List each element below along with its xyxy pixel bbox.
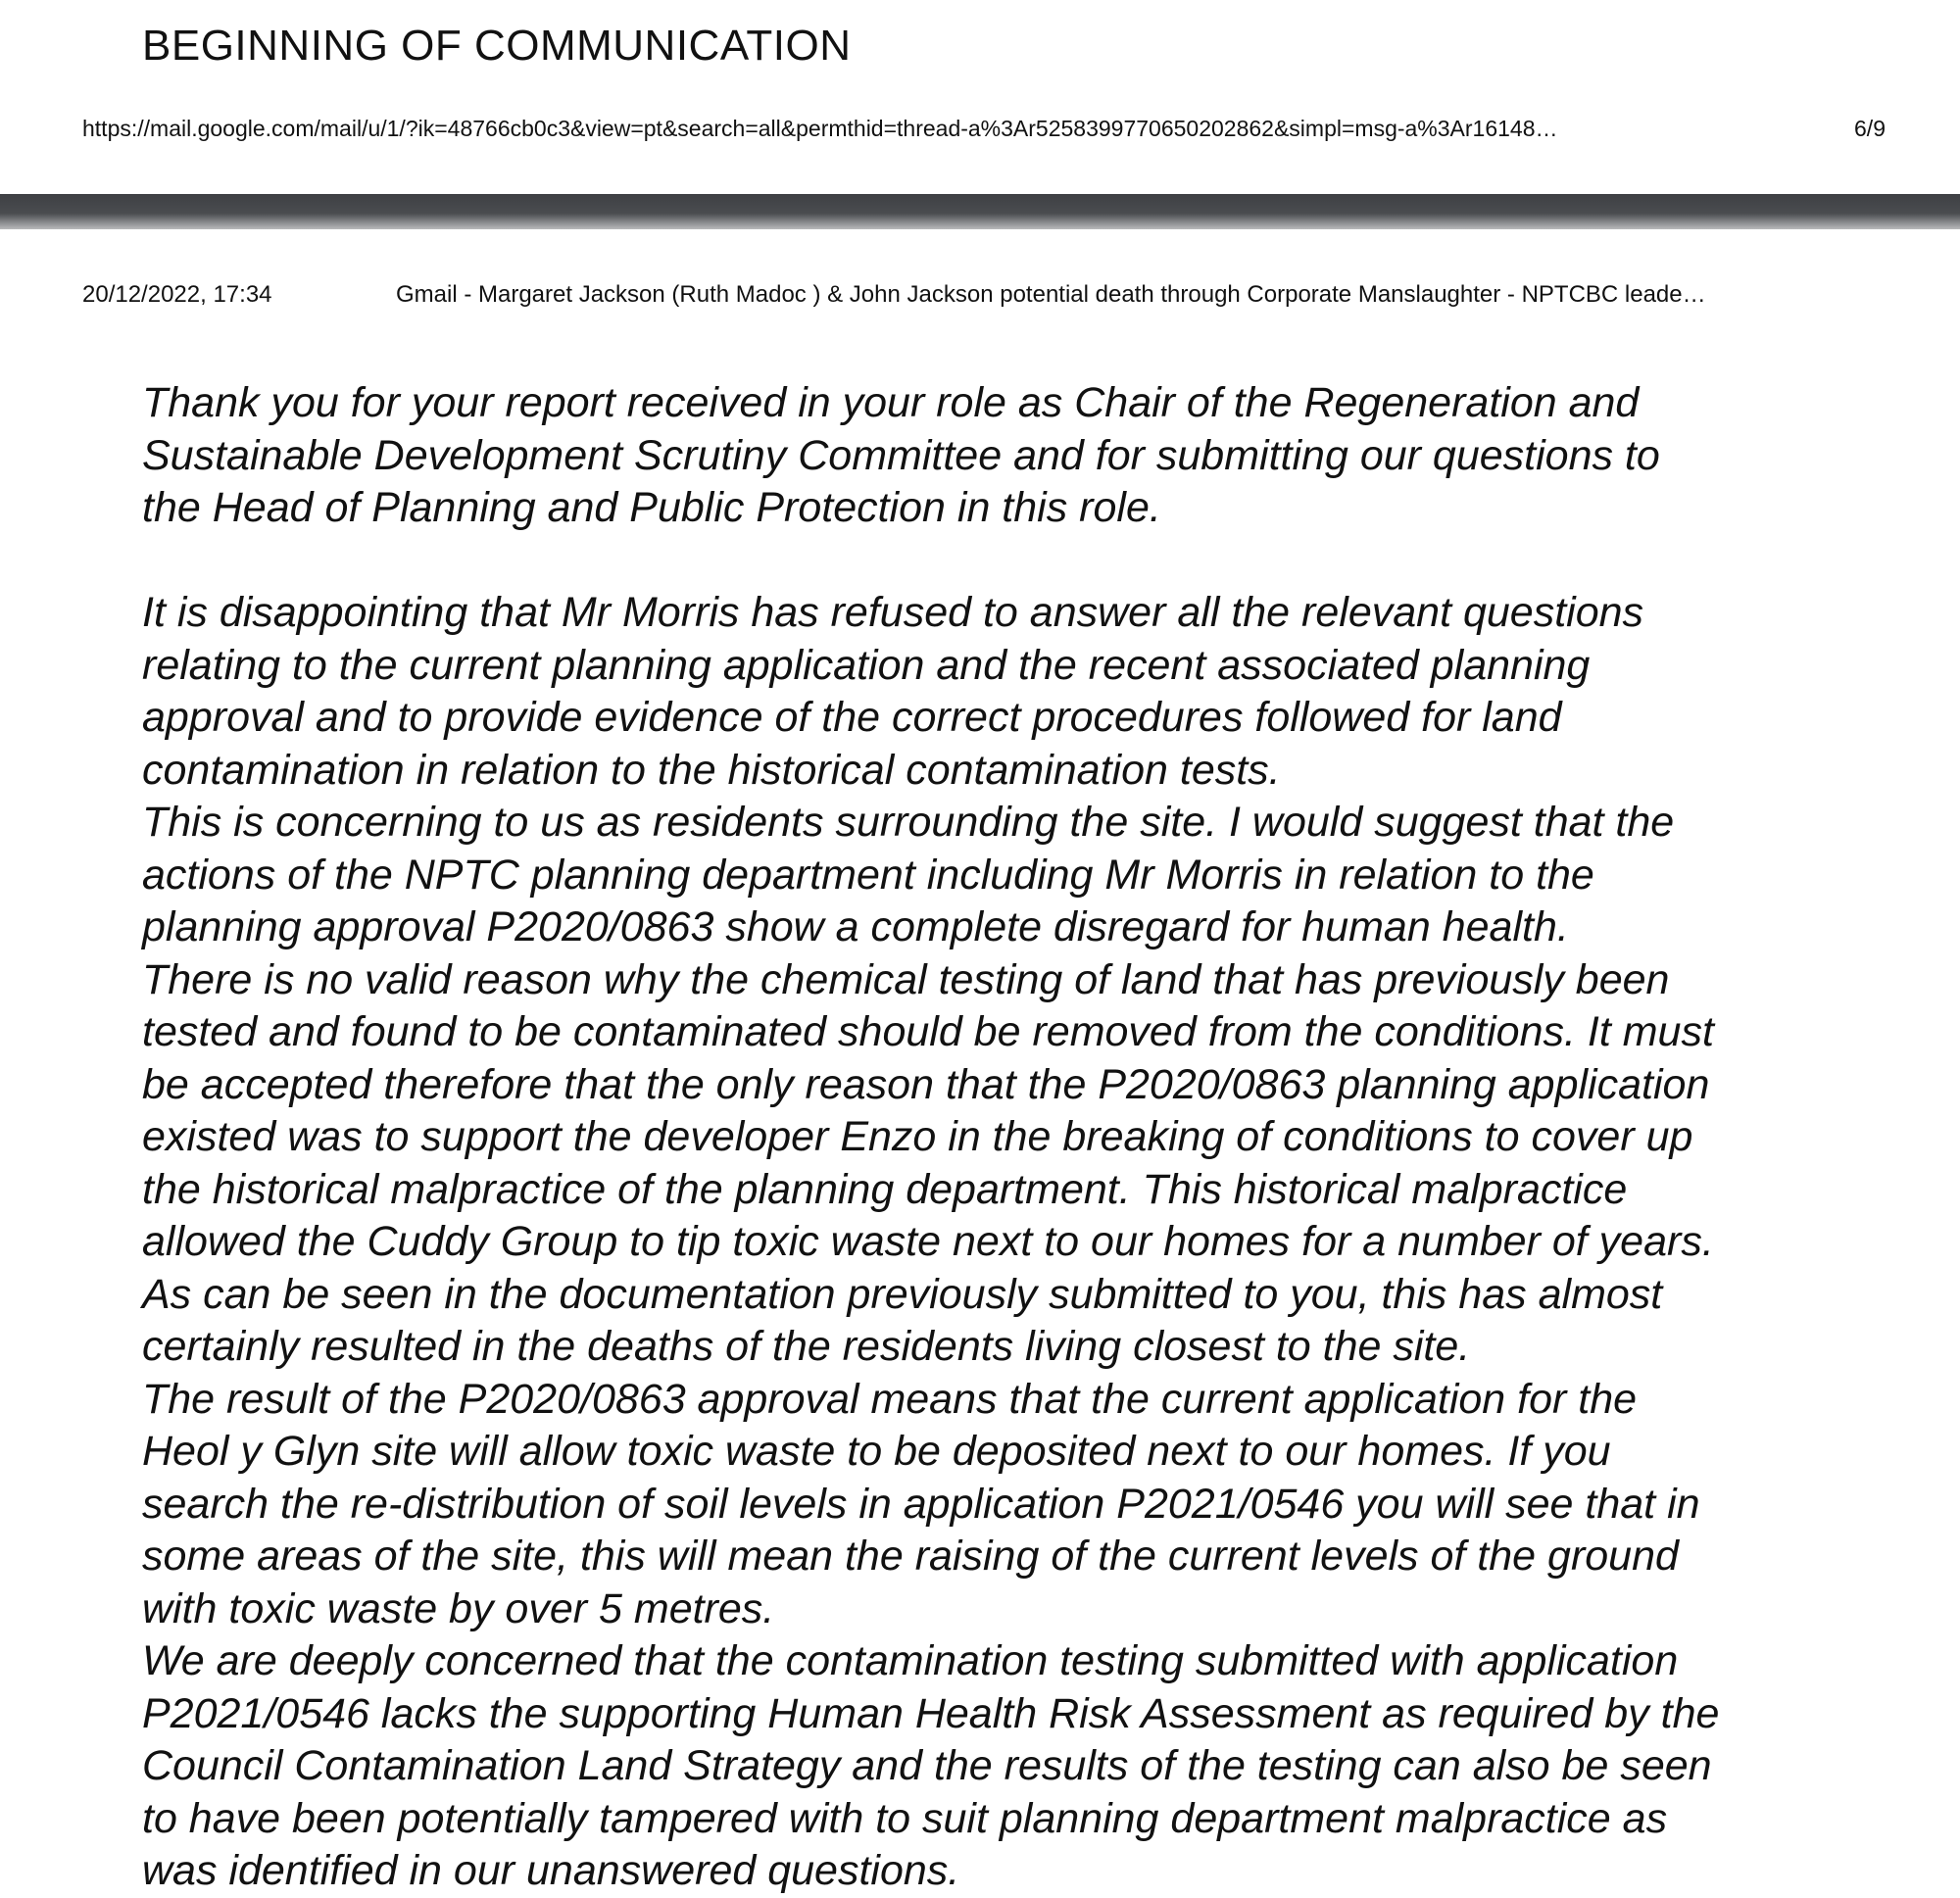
print-timestamp: 20/12/2022, 17:34 [82,281,272,308]
body-line: The result of the P2020/0863 approval means that the current application for the [142,1375,1638,1423]
body-line: approval and to provide evidence of the correct procedures followed for land [142,694,1562,741]
body-line: It is disappointing that Mr Morris has refused to answer all the relevant questions [142,589,1644,636]
paragraph-spacer [142,535,1926,588]
body-line: P2021/0546 lacks the supporting Human Health Risk Assessment as required by the [142,1689,1720,1737]
body-line: Council Contamination Land Strategy and the results of the testing can also be seen [142,1742,1712,1789]
body-line: This is concerning to us as residents surrounding the site. I would suggest that the [142,799,1675,846]
body-line: was identified in our unanswered questions. [142,1847,960,1894]
page-divider [0,194,1960,229]
body-line: search the re-distribution of soil levels in application P2021/0546 you will see that in [142,1480,1700,1528]
body-line: certainly resulted in the deaths of the residents living closest to the site. [142,1323,1471,1370]
page-indicator: 6/9 [1854,116,1886,141]
body-line: existed was to support the developer Enzo in the breaking of conditions to cover up [142,1113,1693,1160]
body-line: the historical malpractice of the planning department. This historical malpractice [142,1165,1628,1213]
body-line: some areas of the site, this will mean the raising of the current levels of the ground [142,1533,1679,1580]
body-line: actions of the NPTC planning department including Mr Morris in relation to the [142,851,1594,899]
body-line: Heol y Glyn site will allow toxic waste to be deposited next to our homes. If you [142,1428,1611,1475]
body-line: with toxic waste by over 5 metres. [142,1584,775,1632]
body-line: to have been potentially tampered with to suit planning department malpractice as [142,1794,1668,1842]
body-line: be accepted therefore that the only reason that the P2020/0863 planning application [142,1060,1710,1108]
body-line: relating to the current planning application and the recent associated planning [142,641,1591,689]
print-url-line [82,116,1886,142]
body-line: Thank you for your report received in your role as Chair of the Regeneration and [142,379,1640,426]
body-line: As can be seen in the documentation previously submitted to you, this has almost [142,1270,1663,1318]
body-line: There is no valid reason why the chemical testing of land that has previously been [142,955,1670,1003]
page-url: https://mail.google.com/mail/u/1/?ik=48766cb0c3&view=pt&search=all&permthid=thread-a%3Ar5258399770650202862&simpl=msg-a%3Ar16148… [82,116,1558,141]
body-line: the Head of Planning and Public Protection in this role. [142,484,1161,531]
body-line: tested and found to be contaminated should be removed from the conditions. It must [142,1008,1714,1055]
email-subject: Gmail - Margaret Jackson (Ruth Madoc ) & John Jackson potential death through Corporate Manslaughter - NPTCBC leade… [396,281,1706,308]
body-line: Sustainable Development Scrutiny Committee and for submitting our questions to [142,431,1660,479]
header-title: BEGINNING OF COMMUNICATION [142,22,852,70]
print-meta-line [82,281,1886,309]
body-line: allowed the Cuddy Group to tip toxic waste next to our homes for a number of years. [142,1218,1714,1265]
email-body [142,377,1926,1898]
body-line: We are deeply concerned that the contamination testing submitted with application [142,1637,1679,1684]
body-line: planning approval P2020/0863 show a complete disregard for human health. [142,903,1569,950]
body-line: contamination in relation to the historical contamination tests. [142,746,1281,794]
